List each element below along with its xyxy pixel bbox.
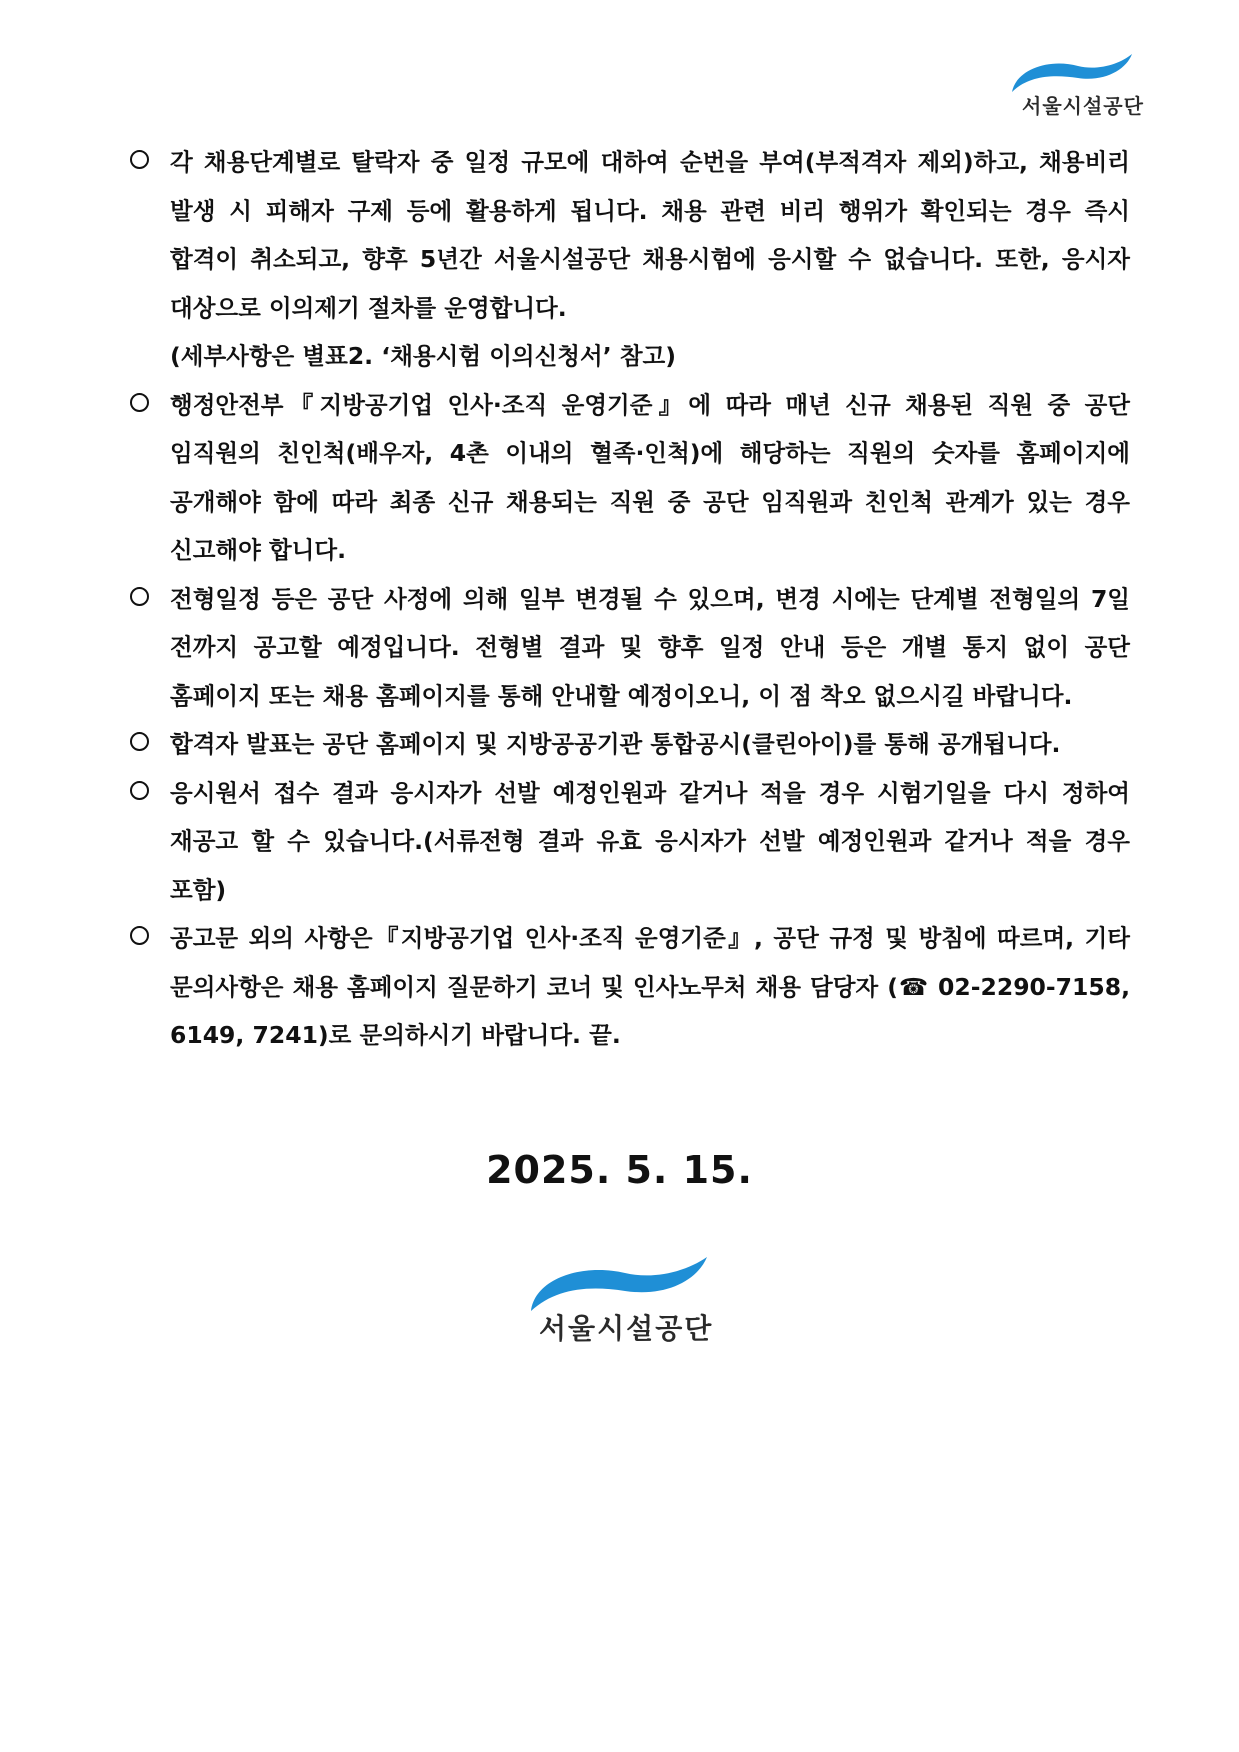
logo-bottom <box>525 1255 715 1355</box>
notice-text: 행정안전부『지방공기업 인사·조직 운영기준』에 따라 매년 신규 채용된 직원 중 공단 임직원의 친인척(배우자, 4촌 이내의 혈족·인척)에 해당하는 직원의 숫자를 홈페이지에 공개해야 함에 따라 최종 신규 채용되는 직원 중 공단 임직원과 친인척 관계가 있는 경우 신고해야 합니다. <box>170 390 1130 564</box>
notice-item <box>130 769 1130 915</box>
circle-bullet-icon <box>130 150 149 169</box>
notice-text: 전형일정 등은 공단 사정에 의해 일부 변경될 수 있으며, 변경 시에는 단계별 전형일의 7일 전까지 공고할 예정입니다. 전형별 결과 및 향후 일정 안내 등은 개별 통지 없이 공단 홈페이지 또는 채용 홈페이지를 통해 안내할 예정이오니, 이 점 착오 없으시길 바랍니다. <box>170 584 1130 710</box>
circle-bullet-icon <box>130 781 149 800</box>
logo-text: 서울시설공단 <box>1022 94 1144 118</box>
notice-text: 각 채용단계별로 탈락자 중 일정 규모에 대하여 순번을 부여(부적격자 제외)하고, 채용비리 발생 시 피해자 구제 등에 활용하게 됩니다. 채용 관련 비리 행위가 확인되는 경우 즉시 합격이 취소되고, 향후 5년간 서울시설공단 채용시험에 응시할 수 없습니다. 또한, 응시자 대상으로 이의제기 절차를 운영합니다. <box>170 148 1130 322</box>
notice-item <box>130 381 1130 575</box>
circle-bullet-icon <box>130 926 149 945</box>
circle-bullet-icon <box>130 732 149 751</box>
notice-item <box>130 914 1130 1060</box>
logo-text: 서울시설공단 <box>539 1312 714 1345</box>
notice-item <box>130 138 1130 381</box>
notice-item <box>130 575 1130 721</box>
notice-note: (세부사항은 별표2. ‘채용시험 이의신청서’ 참고) <box>170 342 676 370</box>
notice-text: 공고문 외의 사항은『지방공기업 인사·조직 운영기준』, 공단 규정 및 방침에 따르며, 기타 문의사항은 채용 홈페이지 질문하기 코너 및 인사노무처 채용 담당자 (☎ 02-2290-7158, 6149, 7241)로 문의하시기 바랍니다. 끝. <box>170 924 1130 1049</box>
notice-text: 합격자 발표는 공단 홈페이지 및 지방공공기관 통합공시(클린아이)를 통해 공개됩니다. <box>170 730 1061 758</box>
notice-item <box>130 720 1130 769</box>
announcement-date: 2025. 5. 15. <box>486 1148 753 1192</box>
notice-list <box>130 138 1130 1060</box>
notice-text: 응시원서 접수 결과 응시자가 선발 예정인원과 같거나 적을 경우 시험기일을 다시 정하여 재공고 할 수 있습니다.(서류전형 결과 유효 응시자가 선발 예정인원과 같거나 적을 경우 포함) <box>170 778 1130 904</box>
logo-top <box>1008 52 1144 122</box>
circle-bullet-icon <box>130 393 149 412</box>
circle-bullet-icon <box>130 587 149 606</box>
